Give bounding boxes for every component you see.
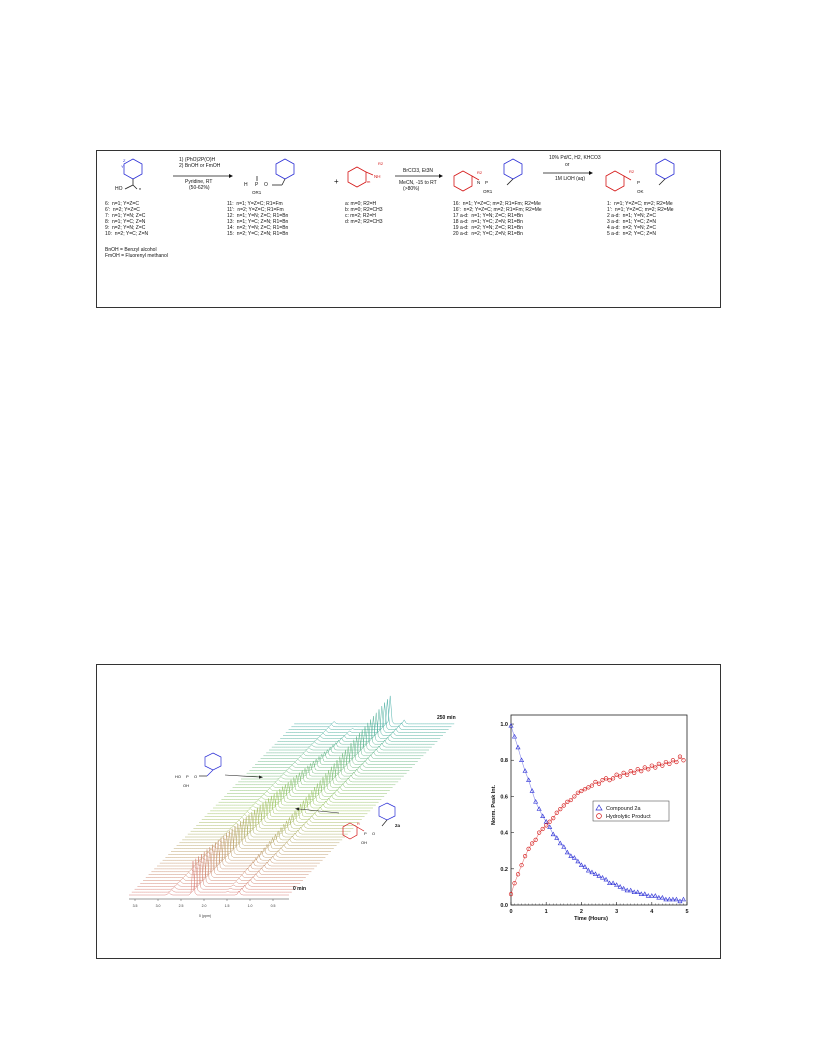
stack-top-label: 250 min — [437, 715, 456, 721]
nmr-spectrum — [291, 699, 451, 727]
nmr-spectrum — [219, 787, 379, 803]
nmr-stack-plot — [107, 695, 467, 935]
y-tick-label: 0.8 — [500, 758, 508, 765]
nmr-spectrum — [275, 720, 435, 745]
h-phosphonate-structure — [257, 159, 294, 185]
atom-p-product: P — [637, 180, 641, 185]
nmr-spectrum — [165, 831, 325, 858]
y-tick-label: 0.2 — [500, 866, 508, 873]
label-row: a: m=0; R2=H — [345, 201, 377, 207]
inset-atom-o: O — [194, 774, 198, 779]
nmr-spectrum — [157, 838, 317, 866]
hydrolytic-product-structure — [199, 753, 221, 776]
inset-atom-ho: HO — [175, 774, 181, 779]
ppm-tick-label: 3.0 — [155, 904, 161, 908]
label-row: 11: n=1; Y=Z=C; R1=Fm — [227, 201, 283, 207]
ppm-tick-label: 2.5 — [178, 904, 184, 908]
arrow-head-1 — [229, 174, 233, 178]
nmr-spectrum — [149, 845, 309, 875]
atom-r2: R2 — [378, 161, 384, 166]
label-row: 17 a-d: n=1; Y=N; Z=C; R1=Bn — [453, 213, 523, 219]
label-row: c: m=2; R2=H — [345, 213, 376, 219]
x-tick-label: 3 — [615, 909, 619, 915]
label-row: 1: n=1; Y=Z=C; m=2; R2=Me — [607, 201, 673, 207]
step2-reagent-1: BrCCl3, Et3N — [403, 168, 434, 174]
nmr-spectrum — [224, 780, 384, 796]
atom-or1-amidate: OR1 — [483, 189, 493, 194]
amidate-structure — [454, 159, 522, 191]
atom-ho: HO — [115, 186, 123, 192]
nmr-spectrum — [286, 706, 446, 733]
data-point-triangle — [650, 894, 654, 898]
ppm-tick-label: 2.0 — [201, 904, 207, 908]
atom-r2-amidate: R2 — [477, 170, 483, 175]
nmr-spectrum — [143, 849, 303, 880]
nmr-spectrum — [171, 826, 331, 851]
arrow-head-2 — [439, 174, 443, 178]
inset-atom-oh: OH — [183, 783, 189, 788]
label-row: 9: n=2; Y=N; Z=C — [105, 225, 146, 231]
label-row: 4 a-d: n=2; Y=N; Z=C — [607, 225, 656, 231]
x-tick-label: 0 — [509, 909, 513, 915]
legend-series-2: Hydrolytic Product — [606, 814, 651, 820]
x-tick-label: 1 — [544, 909, 548, 915]
label-row: 7: n=1; Y=N; Z=C — [105, 213, 146, 219]
label-row: 16': n=2; Y=Z=C; m=2; R1=Fm; R2=Me — [453, 207, 542, 213]
atom-ok: OK — [637, 189, 644, 194]
label-row: 10: n=2; Y=C; Z=N — [105, 231, 149, 237]
kinetics-chart — [487, 695, 707, 945]
x-tick-label: 5 — [685, 909, 689, 915]
nmr-spectrum — [168, 829, 328, 855]
label-row: 13: n=1; Y=C; Z=N; R1=Bn — [227, 219, 289, 225]
data-point-triangle — [674, 897, 678, 901]
y-tick-label: 0.0 — [500, 903, 508, 909]
stack-bottom-label: 0 min — [293, 886, 307, 892]
label-row: 11': n=2; Y=Z=C; R1=Fm — [227, 207, 284, 213]
nmr-spectrum — [258, 740, 418, 762]
label-row: 18 a-d: n=1; Y=C; Z=N; R1=Bn — [453, 219, 523, 225]
data-point-triangle — [653, 894, 657, 898]
y-tick-label: 0.6 — [500, 794, 508, 801]
nmr-spectra-lines — [129, 696, 454, 895]
step2-reagent-3: (>80%) — [403, 186, 420, 192]
nmr-spectrum — [191, 810, 351, 831]
legend-series-1: Compound 2a — [606, 806, 641, 812]
step3-reagent-3: 1M LiOH (aq) — [555, 176, 586, 182]
chart-legend — [593, 801, 669, 821]
nmr-spectrum — [277, 716, 437, 741]
nmr-spectrum — [221, 784, 381, 800]
data-point-triangle — [660, 896, 664, 900]
nmr-spectrum — [261, 736, 421, 758]
label-row: 14: n=2; Y=N; Z=C; R1=Bn — [227, 225, 289, 231]
label-row: 6': n=2; Y=Z=C — [105, 207, 140, 213]
label-row: 20 a-d: n=2; Y=C; Z=N; R1=Bn — [453, 231, 523, 237]
step1-reagent-4: (50-62%) — [189, 185, 210, 191]
nmr-spectrum — [213, 791, 373, 808]
atom-p: P — [255, 182, 259, 188]
data-point-triangle — [636, 890, 640, 894]
x-tick-label: 2 — [579, 909, 583, 915]
inset-2a-label: 2a — [395, 823, 401, 828]
ppm-axis-label: δ (ppm) — [199, 914, 212, 918]
atom-o: O — [264, 182, 268, 188]
atom-or1: OR1 — [252, 190, 262, 195]
chart-xlabel: Time (Hours) — [574, 916, 608, 922]
chart-ylabel: Norm. Peak Int. — [491, 784, 497, 826]
ppm-tick-group — [133, 899, 276, 908]
atom-n: n — [139, 186, 142, 191]
data-point-triangle — [667, 897, 671, 901]
synthesis-scheme — [96, 150, 721, 308]
atom-y: Y — [121, 164, 124, 169]
atom-nh: NH — [374, 174, 381, 179]
data-point-triangle — [611, 881, 615, 885]
step3-reagent-1: 10% Pd/C, H2, KHCO3 — [549, 155, 601, 161]
ppm-tick-label: 0.5 — [270, 904, 276, 908]
y-tick-label: 1.0 — [500, 722, 508, 729]
label-row: 1': n=1; Y=Z=C; m=2; R2=Me — [607, 207, 674, 213]
step1-reagent-2: 2) BnOH or FmOH — [179, 163, 221, 169]
label-row: 16: n=1; Y=Z=C; m=2; R1=Fm; R2=Me — [453, 201, 541, 207]
atom-n-amidate: N — [477, 180, 481, 185]
x-tick-label: 4 — [650, 909, 654, 915]
data-point-triangle — [671, 897, 675, 901]
kinetics-figure — [96, 664, 721, 959]
step1-reagent-3: Pyridine, RT — [185, 179, 213, 185]
label-row: 5 a-d: n=2; Y=C; Z=N — [607, 231, 656, 237]
fit-curve-1 — [511, 757, 684, 895]
data-point-triangle — [629, 888, 633, 892]
legend-bnoh: BnOH = Benzyl alcohol — [105, 247, 157, 253]
y-tick-label: 0.4 — [500, 830, 508, 837]
inset-2a-atom-h: H — [357, 822, 360, 826]
nmr-spectrum — [280, 713, 440, 739]
data-point-triangle — [681, 897, 685, 901]
atom-p-amidate: P — [485, 180, 489, 185]
nmr-spectrum — [272, 723, 432, 747]
nmr-spectrum — [216, 789, 376, 805]
nmr-spectrum — [294, 696, 454, 724]
atom-z: Z — [123, 158, 126, 163]
nmr-spectrum — [227, 777, 387, 794]
label-row: 15: n=2; Y=C; Z=N; R1=Bn — [227, 231, 289, 237]
amine-structure — [348, 167, 373, 187]
label-row: b: m=0; R2=CH3 — [345, 207, 383, 213]
nmr-spectrum — [140, 852, 300, 884]
inset-2a-atom-o: O — [372, 831, 376, 836]
inset-atom-p: P — [186, 774, 189, 779]
data-point-triangle — [643, 892, 647, 896]
product-structure — [606, 159, 674, 191]
ppm-tick-label: 3.5 — [132, 904, 138, 908]
arrow-head-3 — [589, 171, 593, 175]
label-row: 19 a-d: n=2; Y=N; Z=C; R1=Bn — [453, 225, 523, 231]
nmr-spectrum — [188, 812, 348, 834]
start-material-structure — [124, 159, 142, 189]
nmr-spectrum — [283, 709, 443, 735]
nmr-spectrum — [174, 824, 334, 849]
nmr-spectrum — [185, 815, 345, 838]
plus-sign: + — [334, 177, 339, 186]
step3-reagent-2: or — [565, 162, 570, 168]
ppm-tick-label: 1.5 — [224, 904, 230, 908]
label-row: 6: n=1; Y=Z=C — [105, 201, 139, 207]
data-point-circle — [682, 758, 686, 762]
nmr-spectrum — [252, 747, 412, 768]
nmr-spectrum — [289, 703, 449, 730]
inset-2a-atom-p: P — [364, 831, 367, 836]
label-row: 2 a-d: n=1; Y=N; Z=C — [607, 213, 656, 219]
atom-h: H — [244, 182, 248, 188]
ppm-tick-label: 1.0 — [247, 904, 253, 908]
atom-r2-product: R2 — [629, 169, 635, 174]
legend-fmoh: FmOH = Fluorenyl methanol — [105, 253, 168, 259]
label-row: d: m=2; R2=CH3 — [345, 219, 383, 225]
inset-2a-atom-oh: OH — [361, 840, 367, 845]
label-row: 12: n=1; Y=N; Z=C; R1=Bn — [227, 213, 289, 219]
compound-2a-structure — [343, 803, 395, 839]
atom-m: m — [367, 179, 371, 184]
label-row: 8: n=1; Y=C; Z=N — [105, 219, 146, 225]
step1-reagent-1: 1) (PhO)2P(O)H — [179, 157, 216, 163]
step2-reagent-2: MeCN, -15 to RT — [399, 180, 437, 186]
label-row: 3 a-d: n=1; Y=C; Z=N — [607, 219, 656, 225]
nmr-spectrum — [255, 743, 415, 764]
